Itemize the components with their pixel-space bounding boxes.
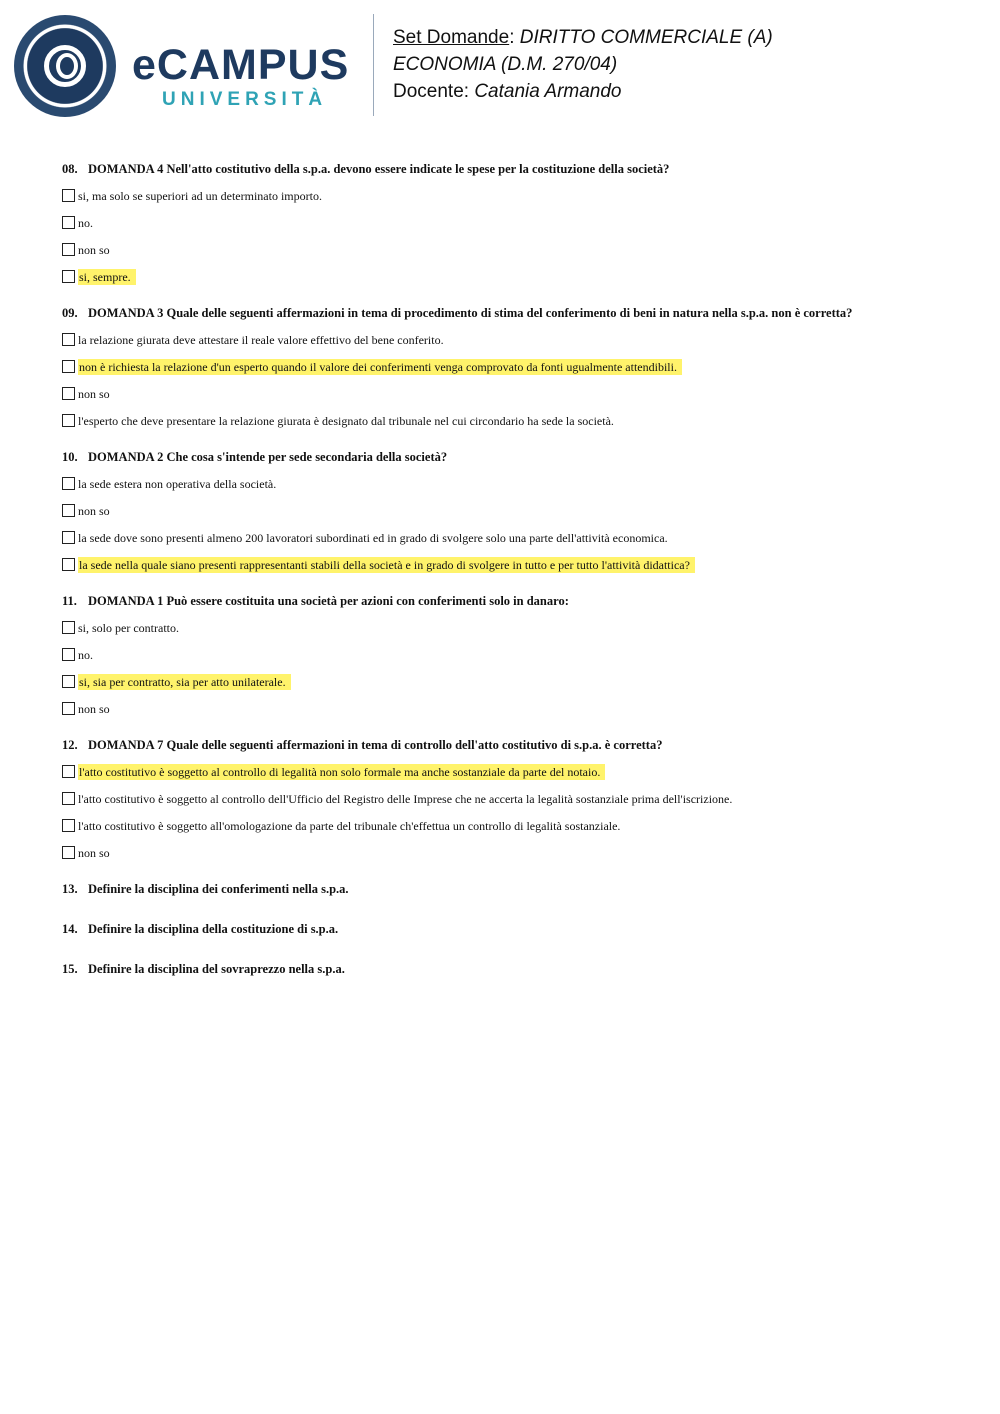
checkbox-icon[interactable] — [62, 621, 75, 634]
question-block — [62, 448, 962, 578]
checkbox-icon[interactable] — [62, 846, 75, 859]
answer-option-label: non so — [78, 701, 110, 716]
checkbox-icon[interactable] — [62, 477, 75, 490]
answer-option-label: la sede dove sono presenti almeno 200 lavoratori subordinati ed in grado di svolgere solo una parte dell'attività economica. — [78, 530, 668, 545]
answer-option-label: si, ma solo se superiori ad un determinato importo. — [78, 188, 322, 203]
answer-option-label: si, sia per contratto, sia per atto unilaterale. — [78, 674, 291, 690]
page-header — [0, 0, 1000, 140]
answer-option-label: si, sempre. — [78, 269, 136, 285]
question-text: DOMANDA 2 Che cosa s'intende per sede secondaria della società? — [88, 450, 448, 464]
answer-option[interactable] — [62, 812, 962, 839]
header-info — [393, 24, 773, 105]
question-number: 13. — [62, 882, 78, 896]
answer-option[interactable] — [62, 407, 962, 434]
answer-option[interactable] — [62, 353, 962, 380]
answer-option-label: non so — [78, 242, 110, 257]
question-title — [62, 160, 962, 178]
answer-option[interactable] — [62, 524, 962, 551]
question-title — [62, 448, 962, 466]
answer-option[interactable] — [62, 641, 962, 668]
answer-option[interactable] — [62, 236, 962, 263]
question-text: DOMANDA 7 Quale delle seguenti affermazioni in tema di controllo dell'atto costitutivo di s.p.a. è corretta? — [88, 738, 663, 752]
checkbox-icon[interactable] — [62, 360, 75, 373]
checkbox-icon[interactable] — [62, 765, 75, 778]
open-questions — [62, 880, 962, 978]
answer-option[interactable] — [62, 326, 962, 353]
question-number: 10. — [62, 450, 78, 464]
answer-option[interactable] — [62, 695, 962, 722]
question-block — [62, 304, 962, 434]
teacher-label: Docente: — [393, 81, 470, 102]
answer-option-label: non è richiesta la relazione d'un esperto quando il valore dei conferimenti venga comprovato da fonti ugualmente attendibili. — [78, 359, 682, 375]
checkbox-icon[interactable] — [62, 189, 75, 202]
answer-option[interactable] — [62, 497, 962, 524]
checkbox-icon[interactable] — [62, 216, 75, 229]
answer-option-label: l'atto costitutivo è soggetto all'omologazione da parte del tribunale ch'effettua un controllo di legalità sostanziale. — [78, 818, 621, 833]
answer-option[interactable] — [62, 380, 962, 407]
question-number: 11. — [62, 594, 77, 608]
multiple-choice-questions — [62, 160, 962, 866]
answer-option-label: l'atto costitutivo è soggetto al controllo di legalità non solo formale ma anche sostanziale da parte del notaio. — [78, 764, 605, 780]
answer-option-label: l'atto costitutivo è soggetto al controllo dell'Ufficio del Registro delle Imprese che ne accerta la legalità sostanziale prima dell'iscrizione. — [78, 791, 733, 806]
checkbox-icon[interactable] — [62, 243, 75, 256]
open-question — [62, 960, 962, 978]
answer-option[interactable] — [62, 551, 962, 578]
answer-option[interactable] — [62, 668, 962, 695]
answer-option-label: l'esperto che deve presentare la relazione giurata è designato dal tribunale nel cui circondario ha sede la società. — [78, 413, 614, 428]
teacher-name: Catania Armando — [474, 81, 622, 102]
answer-option[interactable] — [62, 839, 962, 866]
answer-option-label: la sede nella quale siano presenti rappresentanti stabili della società e in grado di svolgere in tutto e per tutto l'attività didattica? — [78, 557, 695, 573]
question-block — [62, 736, 962, 866]
question-text: DOMANDA 4 Nell'atto costitutivo della s.p.a. devono essere indicate le spese per la costituzione della società? — [88, 162, 670, 176]
question-title — [62, 736, 962, 754]
answer-option[interactable] — [62, 614, 962, 641]
course-line — [393, 51, 773, 78]
answer-option[interactable] — [62, 263, 962, 290]
question-number: 14. — [62, 922, 78, 936]
open-question — [62, 880, 962, 898]
question-list — [62, 160, 962, 1000]
set-label: Set Domande — [393, 27, 510, 48]
answer-option-label: non so — [78, 386, 110, 401]
checkbox-icon[interactable] — [62, 648, 75, 661]
brand-subtitle: UNIVERSITÀ — [162, 89, 328, 110]
checkbox-icon[interactable] — [62, 675, 75, 688]
set-value: DIRITTO COMMERCIALE (A) — [519, 27, 773, 48]
answer-option[interactable] — [62, 785, 962, 812]
answer-option[interactable] — [62, 209, 962, 236]
checkbox-icon[interactable] — [62, 702, 75, 715]
university-seal-logo — [14, 15, 116, 117]
answer-option-label: non so — [78, 845, 110, 860]
answer-option-label: si, solo per contratto. — [78, 620, 179, 635]
question-title — [62, 592, 962, 610]
question-text: Definire la disciplina della costituzione di s.p.a. — [88, 922, 339, 936]
question-title — [62, 304, 962, 322]
answer-option[interactable] — [62, 470, 962, 497]
question-number: 08. — [62, 162, 78, 176]
set-line: Set Domande: DIRITTO COMMERCIALE (A) — [393, 27, 773, 48]
checkbox-icon[interactable] — [62, 414, 75, 427]
seal-inner-emblem-icon — [56, 53, 78, 79]
question-number: 15. — [62, 962, 78, 976]
checkbox-icon[interactable] — [62, 819, 75, 832]
answer-option-label: non so — [78, 503, 110, 518]
checkbox-icon[interactable] — [62, 792, 75, 805]
question-block — [62, 160, 962, 290]
header-divider — [373, 14, 374, 116]
open-question — [62, 920, 962, 938]
answer-option[interactable] — [62, 758, 962, 785]
answer-option-label: no. — [78, 647, 93, 662]
answer-option-label: la relazione giurata deve attestare il reale valore effettivo del bene conferito. — [78, 332, 444, 347]
question-block — [62, 592, 962, 722]
question-text: DOMANDA 3 Quale delle seguenti affermazioni in tema di procedimento di stima del conferimento di beni in natura nella s.p.a. non è corretta? — [88, 306, 853, 320]
question-number: 09. — [62, 306, 78, 320]
checkbox-icon[interactable] — [62, 531, 75, 544]
answer-option-label: la sede estera non operativa della società. — [78, 476, 277, 491]
brand-name: eCAMPUS — [132, 41, 350, 89]
checkbox-icon[interactable] — [62, 270, 75, 283]
checkbox-icon[interactable] — [62, 387, 75, 400]
checkbox-icon[interactable] — [62, 504, 75, 517]
checkbox-icon[interactable] — [62, 333, 75, 346]
question-text: Definire la disciplina dei conferimenti nella s.p.a. — [88, 882, 349, 896]
answer-option-label: no. — [78, 215, 93, 230]
question-number: 12. — [62, 738, 78, 752]
question-text: DOMANDA 1 Può essere costituita una società per azioni con conferimenti solo in danaro: — [88, 594, 569, 608]
course-name: ECONOMIA (D.M. 270/04) — [393, 54, 618, 75]
teacher-line — [393, 78, 773, 105]
checkbox-icon[interactable] — [62, 558, 75, 571]
question-text: Definire la disciplina del sovraprezzo nella s.p.a. — [88, 962, 345, 976]
answer-option[interactable] — [62, 182, 962, 209]
